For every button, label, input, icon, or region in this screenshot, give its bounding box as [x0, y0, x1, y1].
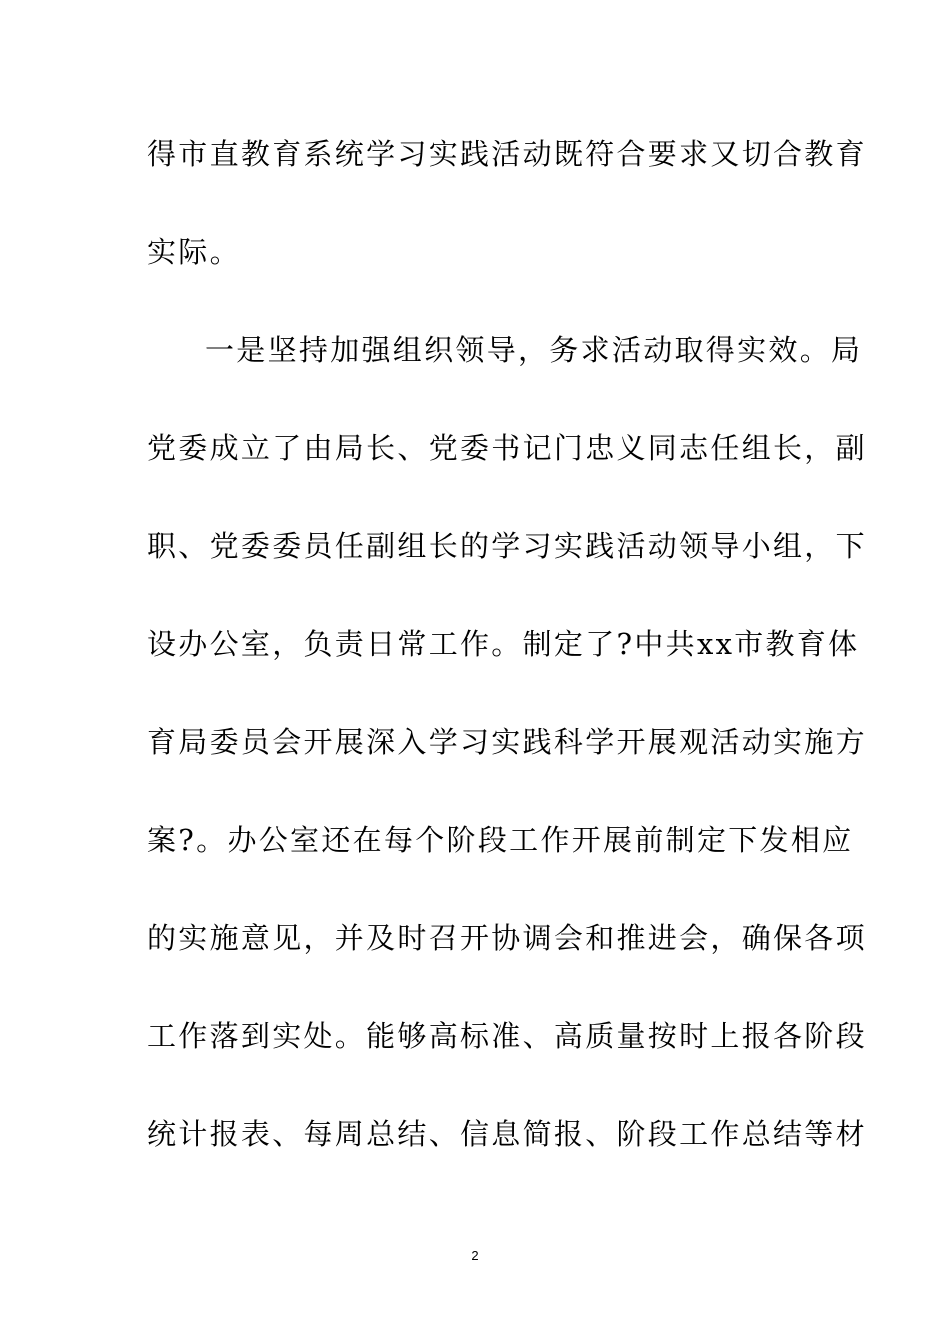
text-line: 得市直教育系统学习实践活动既符合要求又切合教育 — [147, 137, 867, 171]
paragraph-first-line: 一是坚持加强组织领导，务求活动取得实效。局 — [205, 333, 863, 367]
text-line: 的实施意见，并及时召开协调会和推进会，确保各项 — [147, 921, 867, 955]
page-number: 2 — [471, 1248, 479, 1263]
text-line: 育局委员会开展深入学习实践科学开展观活动实施方 — [147, 725, 867, 759]
text-line: 工作落到实处。能够高标准、高质量按时上报各阶段 — [147, 1019, 867, 1053]
text-line: 实际。 — [147, 235, 241, 269]
text-line: 职、党委委员任副组长的学习实践活动领导小组，下 — [147, 529, 867, 563]
text-line: 案?。办公室还在每个阶段工作开展前制定下发相应 — [147, 823, 854, 857]
text-line: 党委成立了由局长、党委书记门忠义同志任组长，副 — [147, 431, 867, 465]
text-line: 设办公室，负责日常工作。制定了?中共xx市教育体 — [147, 627, 860, 661]
text-line: 统计报表、每周总结、信息简报、阶段工作总结等材 — [147, 1117, 867, 1151]
